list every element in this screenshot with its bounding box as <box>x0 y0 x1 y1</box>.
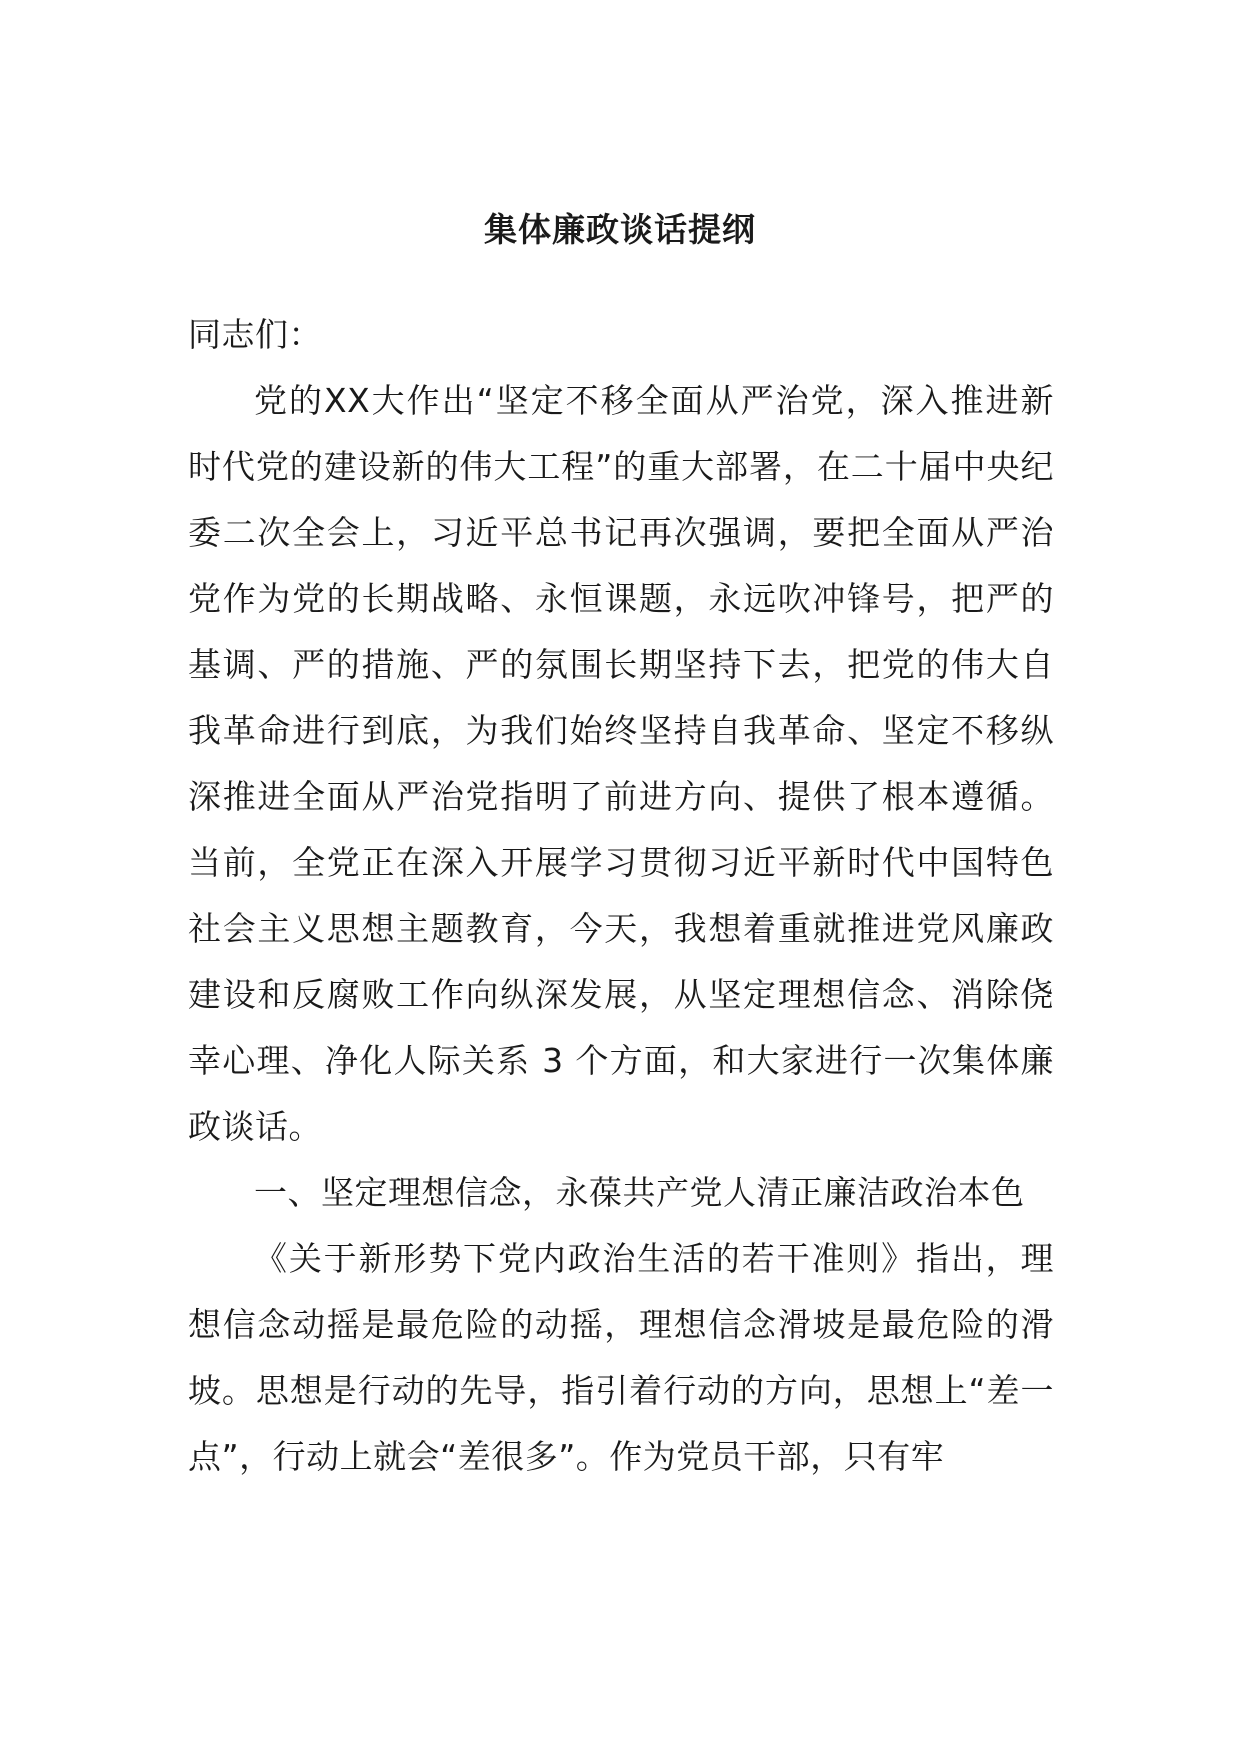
document-body <box>188 302 1054 1490</box>
paragraph-intro: 党的XX大作出“坚定不移全面从严治党，深入推进新时代党的建设新的伟大工程”的重大部署，在二十届中央纪委二次全会上，习近平总书记再次强调，要把全面从严治党作为党的长期战略、永恒课题，永远吹冲锋号，把严的基调、严的措施、严的氛围长期坚持下去，把党的伟大自我革命进行到底，为我们始终坚持自我革命、坚定不移纵深推进全面从严治党指明了前进方向、提供了根本遵循。当前，全党正在深入开展学习贯彻习近平新时代中国特色社会主义思想主题教育，今天，我想着重就推进党风廉政建设和反腐败工作向纵深发展，从坚定理想信念、消除侥幸心理、净化人际关系 3 个方面，和大家进行一次集体廉政谈话。 <box>188 381 1054 1146</box>
document-title: 集体廉政谈话提纲 <box>484 210 756 249</box>
paragraph-section-1: 《关于新形势下党内政治生活的若干准则》指出，理想信念动摇是最危险的动摇，理想信念滑坡是最危险的滑坡。思想是行动的先导，指引着行动的方向，思想上“差一点”，行动上就会“差很多”。作为党员干部，只有牢 <box>188 1239 1054 1476</box>
salutation: 同志们： <box>188 315 322 354</box>
section-heading-1: 一、坚定理想信念，永葆共产党人清正廉洁政治本色 <box>254 1173 1025 1212</box>
